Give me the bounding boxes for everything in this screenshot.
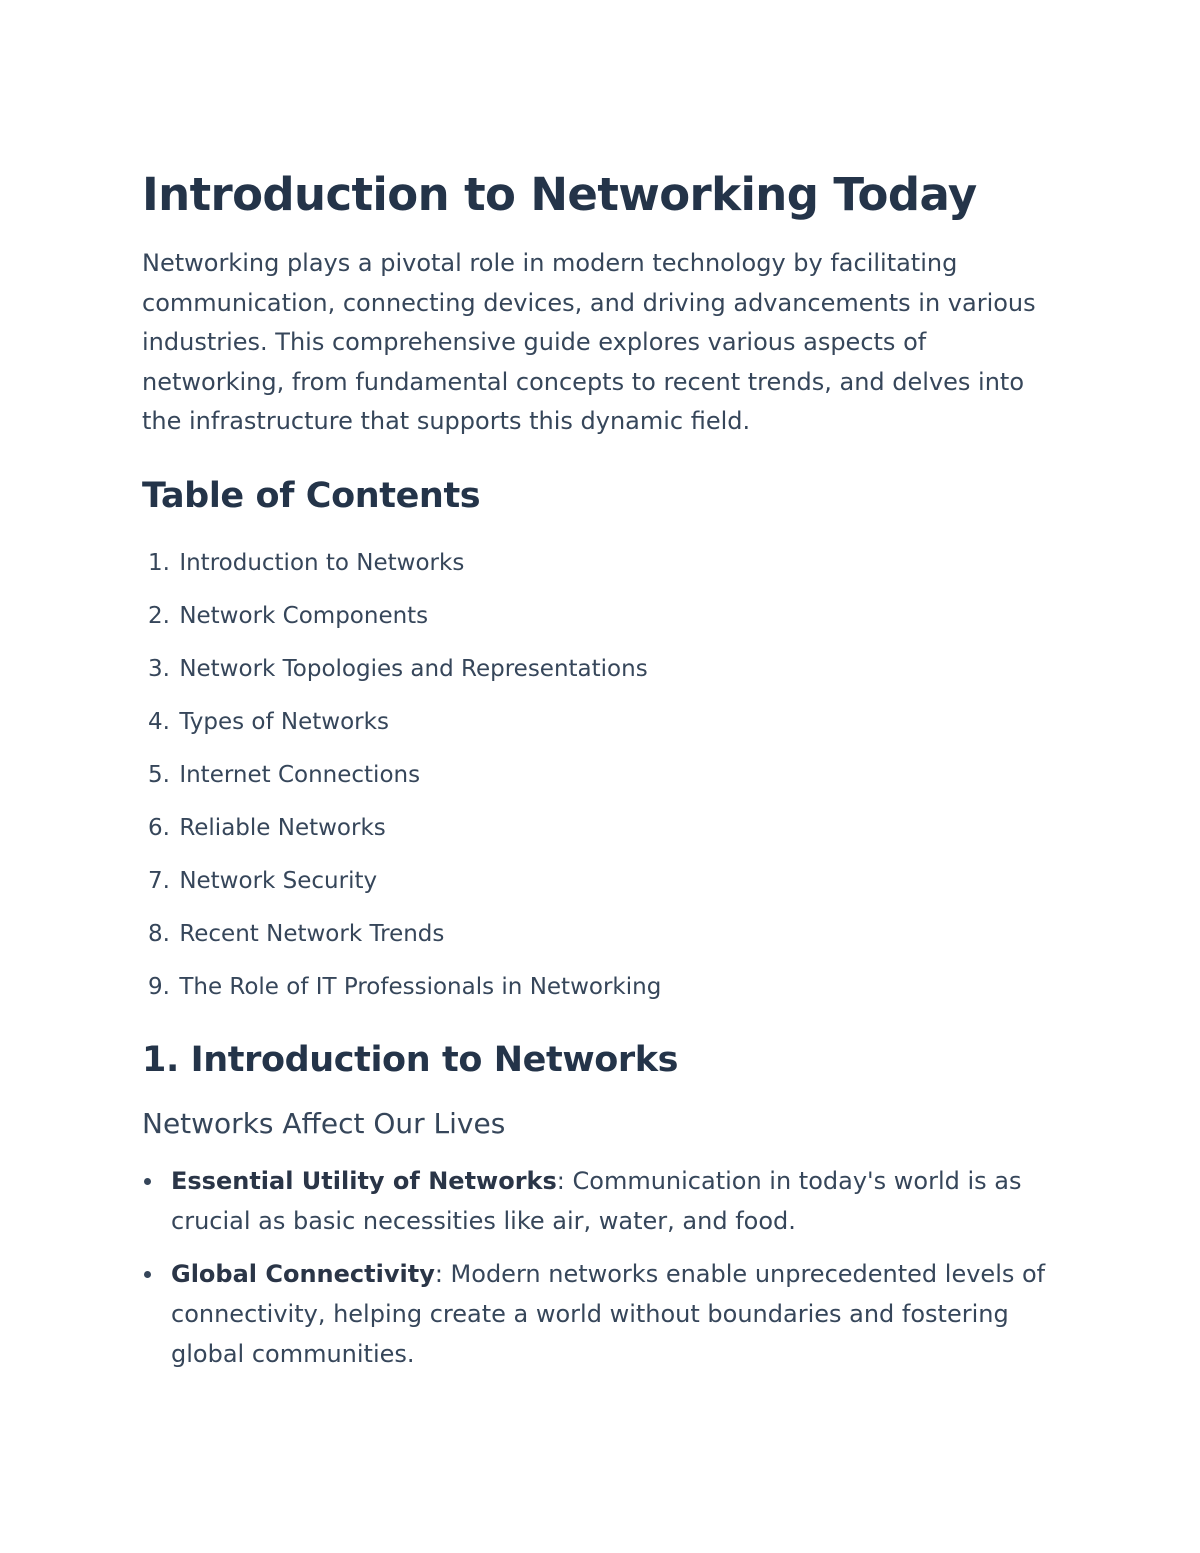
bullet-dot-icon — [144, 1178, 151, 1185]
bullet-list — [142, 1161, 1062, 1374]
toc-item-number: 7. — [148, 867, 170, 894]
toc-item-number: 2. — [148, 602, 170, 629]
toc-item-number: 3. — [148, 655, 170, 682]
toc-item-label: Types of Networks — [179, 708, 389, 735]
toc-item[interactable] — [142, 696, 1060, 749]
toc-item-label: Network Components — [179, 602, 429, 629]
section-heading: 1. Introduction to Networks — [142, 1039, 679, 1080]
toc-item[interactable] — [142, 855, 1060, 908]
toc-item-label: The Role of IT Professionals in Networking — [179, 973, 662, 1000]
toc-item-number: 5. — [148, 761, 170, 788]
section-subheading: Networks Affect Our Lives — [142, 1106, 506, 1140]
toc-item-label: Internet Connections — [179, 761, 421, 788]
toc-item[interactable] — [142, 643, 1060, 696]
toc-item[interactable] — [142, 961, 1060, 1014]
bullet-term: Essential Utility of Networks — [171, 1166, 557, 1195]
toc-item-number: 8. — [148, 920, 170, 947]
toc-item-label: Reliable Networks — [179, 814, 386, 841]
bullet-term: Global Connectivity — [171, 1259, 435, 1288]
toc-item-number: 4. — [148, 708, 170, 735]
toc-item[interactable] — [142, 590, 1060, 643]
toc-item-label: Network Security — [179, 867, 378, 894]
bullet-item — [142, 1254, 1062, 1374]
bullet-item — [142, 1161, 1062, 1241]
page-title: Introduction to Networking Today — [142, 168, 977, 221]
toc-heading: Table of Contents — [142, 475, 481, 516]
table-of-contents — [142, 537, 1060, 1014]
toc-item-number: 9. — [148, 973, 170, 1000]
toc-item-label: Introduction to Networks — [179, 549, 465, 576]
toc-item-label: Recent Network Trends — [179, 920, 445, 947]
toc-item-number: 1. — [148, 549, 170, 576]
bullet-dot-icon — [144, 1271, 151, 1278]
toc-item[interactable] — [142, 749, 1060, 802]
toc-item[interactable] — [142, 802, 1060, 855]
toc-item-label: Network Topologies and Representations — [179, 655, 648, 682]
toc-item[interactable] — [142, 537, 1060, 590]
intro-paragraph: Networking plays a pivotal role in modern technology by facilitating communication, connecting devices, and driving advancements in various industries. This comprehensive guide explores various aspects of networking, from fundamental concepts to recent trends, and delves into the infrastructure that supports this dynamic field. — [142, 249, 1036, 436]
toc-item-number: 6. — [148, 814, 170, 841]
bullet-text: : Communication in today's world is as crucial as basic necessities like air, water, and food. — [171, 1166, 1022, 1235]
toc-item[interactable] — [142, 908, 1060, 961]
bullet-text: : Modern networks enable unprecedented levels of connectivity, helping create a world without boundaries and fostering global communities. — [171, 1259, 1046, 1368]
